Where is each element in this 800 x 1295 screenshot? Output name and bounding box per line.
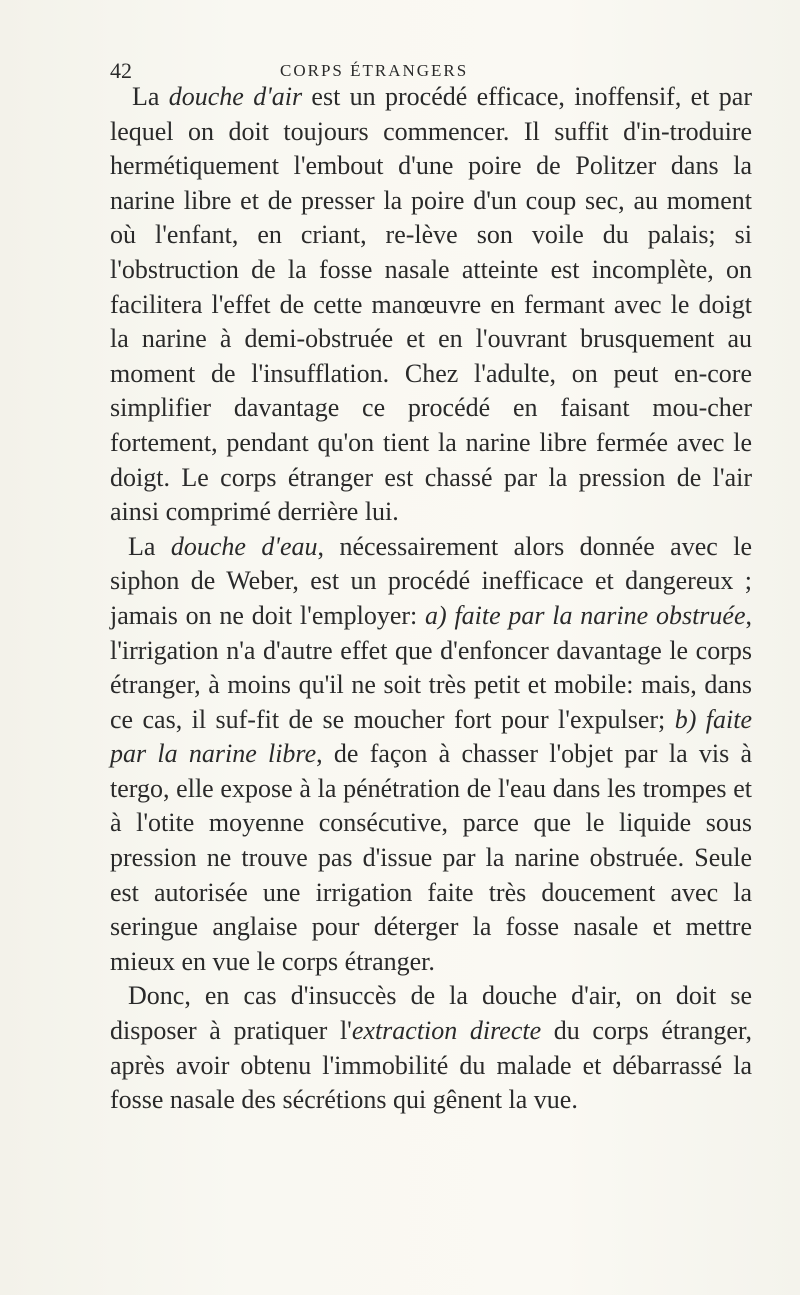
italic-term: extraction directe [351, 1016, 542, 1046]
text-run: , nécessairement alors donnée avec le siphon de Weber, est un procédé inefficace et dangereux ; jamais on ne doit l'employer: [110, 531, 753, 630]
paragraph-extraction [110, 979, 752, 1117]
page-number: 42 [110, 58, 132, 83]
italic-term: douche d'air [168, 82, 303, 111]
body-text [110, 80, 752, 1118]
text-run: La [128, 531, 171, 561]
paragraph-douche-eau [110, 530, 752, 980]
italic-term: a) faite par la narine obstruée [425, 600, 746, 630]
paragraph-douche-air [110, 80, 752, 530]
text-run: , l'irrigation n'a d'autre effet que d'enfoncer davantage le corps étranger, à moins qu'il ne soit très petit et mobile: mais, dans ce cas, il suf-fit de se moucher fort pour l'expulser; [110, 600, 752, 734]
text-run: La [132, 82, 169, 111]
text-run: du corps étranger, après avoir obtenu l'immobilité du malade et débarrassé la fosse nasale des sécrétions qui gênent la vue. [110, 1016, 753, 1115]
text-run: est un procédé efficace, inoffensif, et par lequel on doit toujours commencer. Il suffit d'in-troduire hermétiquement l'embout d'une poire de Politzer dans la narine libre et de presser la poire d'un coup sec, au moment où l'enfant, en criant, re-lève son voile du palais; si l'obstruction de la fosse nasale atteinte est incomplète, on facilitera l'effet de cette manœuvre en fermant avec le doigt la narine à demi-obstruée et en l'ouvrant brusquement au moment de l'insufflation. Chez l'adulte, on peut en-core simplifier davantage ce procédé en faisant mou-cher fortement, pendant qu'on tient la narine libre fermée avec le doigt. Le corps étranger est chassé par la pression de l'air ainsi comprimé derrière lui. [110, 82, 752, 527]
italic-term: b) faite par la narine libre [110, 704, 752, 769]
text-run: , de façon à chasser l'objet par la vis à tergo, elle expose à la pénétration de l'eau dans les trompes et à l'otite moyenne consécutive, parce que le liquide sous pression ne trouve pas d'issue par la narine obstruée. Seule est autorisée une irrigation faite très doucement avec la seringue anglaise pour déterger la fosse nasale et mettre mieux en vue le corps étranger. [110, 739, 752, 976]
italic-term: douche d'eau [170, 531, 318, 561]
running-head: CORPS ÉTRANGERS [280, 61, 469, 80]
text-run: Donc, en cas d'insuccès de la douche d'air, on doit se disposer à pratiquer l' [110, 981, 752, 1046]
